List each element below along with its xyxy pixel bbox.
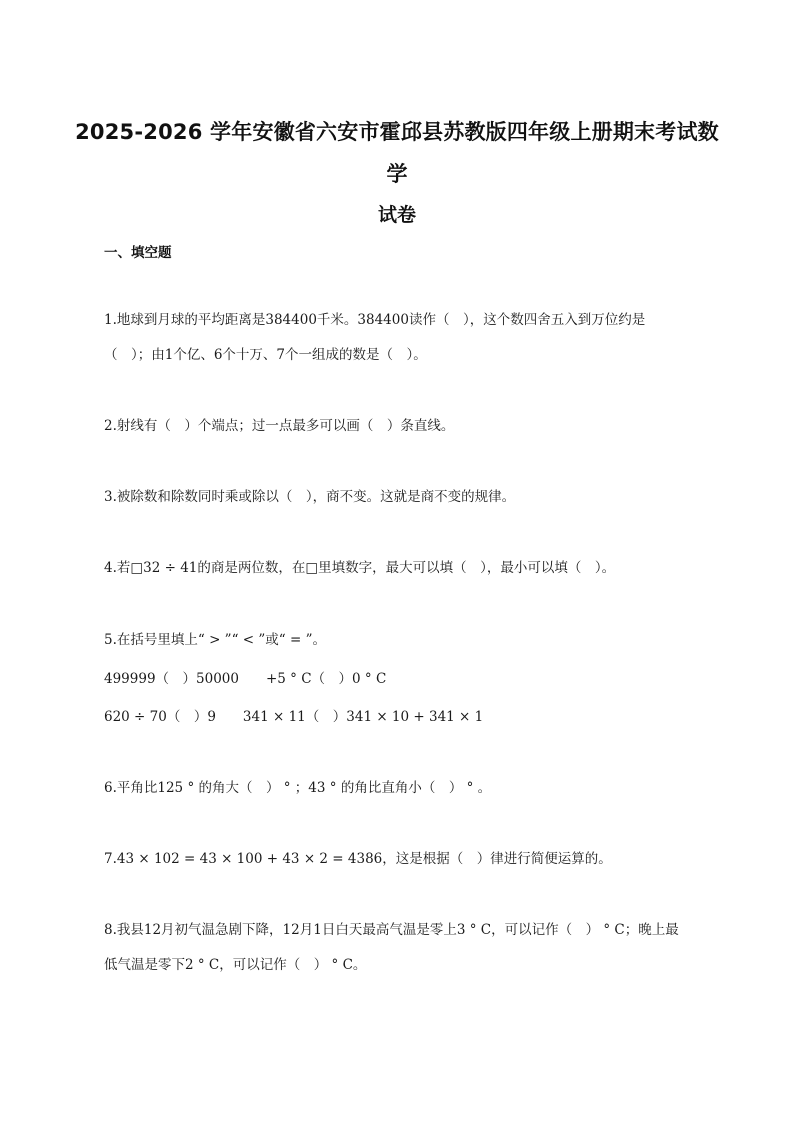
question-5-line-1: 5.在括号里填上“ > ”“ < ”或“ = ”。 xyxy=(104,632,326,648)
question-1-line-2: （ ）；由1个亿、6个十万、7个一组成的数是（ ）。 xyxy=(104,347,427,363)
exam-title-line-1: 2025-2026 学年安徽省六安市霍邱县苏教版四年级上册期末考试数 xyxy=(75,120,719,144)
section-heading-fill-in-blank: 一、填空题 xyxy=(104,245,172,261)
question-5-line-2: 499999（ ）50000 +5 ° C（ ）0 ° C xyxy=(104,671,387,687)
question-2-line-1: 2.射线有（ ）个端点；过一点最多可以画（ ）条直线。 xyxy=(104,418,455,434)
question-4-line-1: 4.若□32 ÷ 41的商是两位数，在□里填数字，最大可以填（ ），最小可以填（ ）。 xyxy=(104,560,616,576)
question-7-line-1: 7.43 × 102 = 43 × 100 + 43 × 2 = 4386，这是根据（ ）律进行简便运算的。 xyxy=(104,851,612,867)
question-1-line-1: 1.地球到月球的平均距离是384400千米。384400读作（ ），这个数四舍五入到万位约是 xyxy=(104,312,646,328)
question-3-line-1: 3.被除数和除数同时乘或除以（ ），商不变。这就是商不变的规律。 xyxy=(104,489,516,505)
question-6-line-1: 6.平角比125 ° 的角大（ ） ° ；43 ° 的角比直角小（ ） ° 。 xyxy=(104,780,492,796)
question-5-line-3: 620 ÷ 70（ ）9 341 × 11（ ）341 × 10 + 341 × 1 xyxy=(104,709,484,725)
question-8-line-2: 低气温是零下2 ° C，可以记作（ ） ° C。 xyxy=(104,957,367,973)
exam-title-line-2: 学 xyxy=(386,162,408,186)
exam-title-line-3: 试卷 xyxy=(377,204,416,226)
question-8-line-1: 8.我县12月初气温急剧下降，12月1日白天最高气温是零上3 ° C，可以记作（ ） ° C；晚上最 xyxy=(104,922,679,938)
